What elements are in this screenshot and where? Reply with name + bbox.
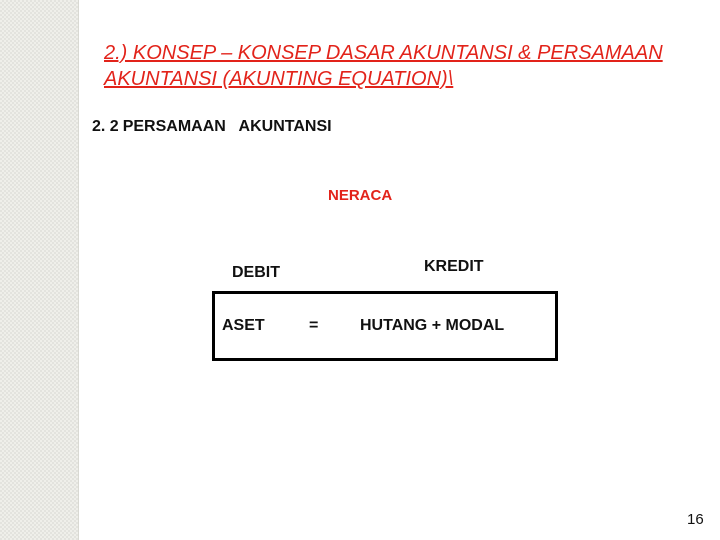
- decorative-sidebar: [0, 0, 79, 540]
- balance-sheet-label: NERACA: [328, 187, 393, 204]
- equation-equals-sign: =: [309, 317, 319, 334]
- equation-assets: ASET: [222, 317, 265, 334]
- equation-liabilities-equity: HUTANG + MODAL: [360, 317, 505, 334]
- debit-label: DEBIT: [232, 264, 280, 281]
- page-number: 16: [687, 511, 704, 528]
- section-subtitle: [92, 118, 332, 136]
- subtitle-number: 2. 2: [92, 118, 119, 135]
- subtitle-text: PERSAMAAN AKUNTANSI: [122, 118, 332, 135]
- credit-label: KREDIT: [424, 258, 484, 275]
- slide-title: 2.) KONSEP – KONSEP DASAR AKUNTANSI & PERSAMAAN AKUNTANSI (AKUNTING EQUATION)\: [104, 42, 663, 90]
